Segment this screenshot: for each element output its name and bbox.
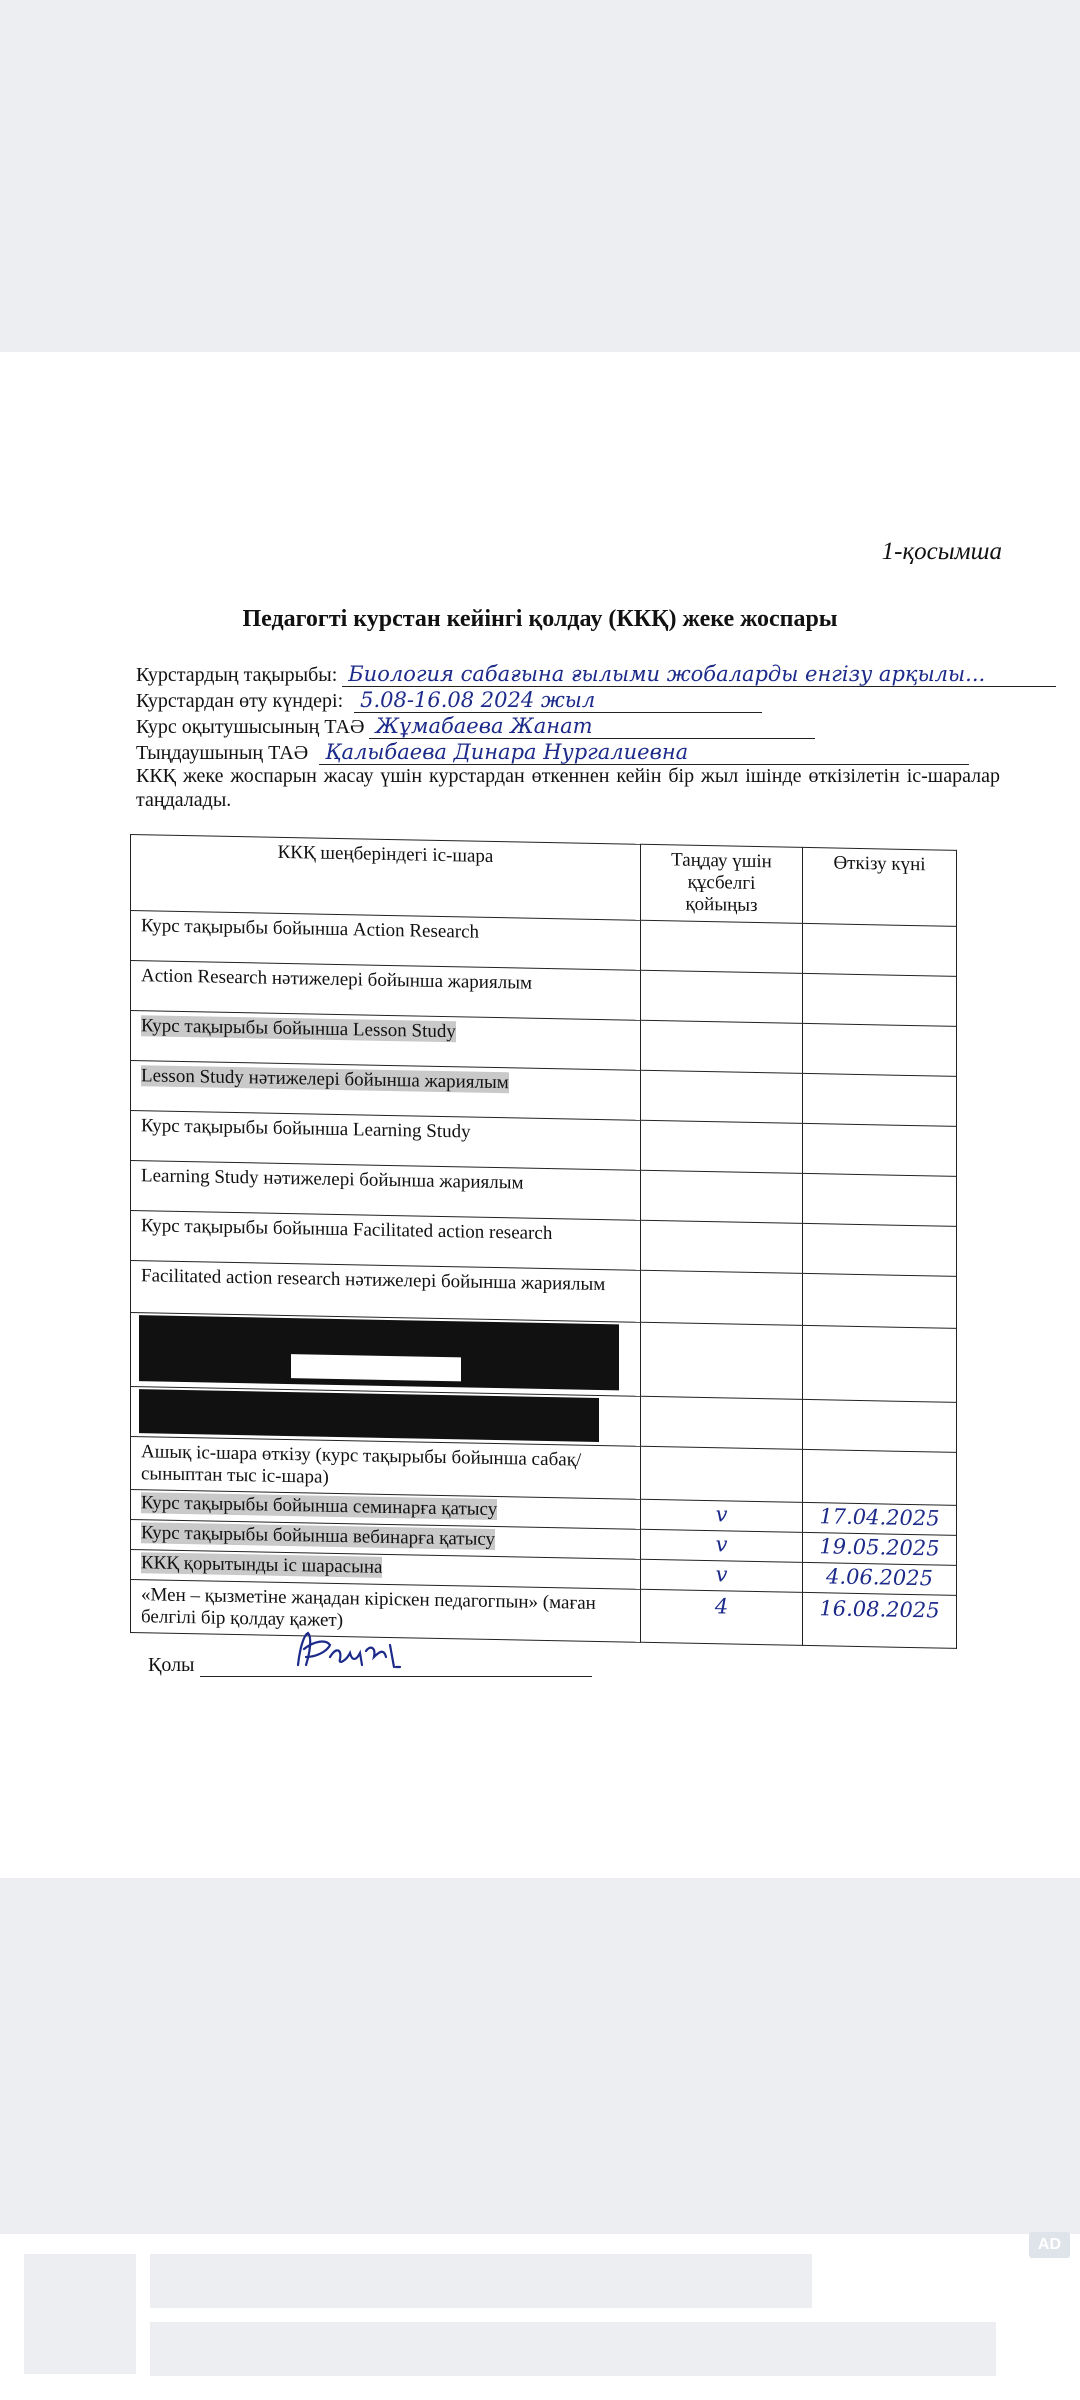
date-cell <box>803 1449 957 1505</box>
document-title: Педагогті курстан кейінгі қолдау (ККҚ) жеке жоспары <box>242 606 838 632</box>
ad-card[interactable] <box>0 2234 1080 2400</box>
activity-cell: Action Research нәтижелері бойынша жариялым <box>131 961 641 1021</box>
field-listener-name: Тыңдаушының ТАӘ Қалыбаева Динара Нургалиевна <box>136 740 969 765</box>
activity-cell: Курс тақырыбы бойынша Learning Study <box>131 1111 641 1171</box>
date-cell: 19.05.2025 <box>803 1532 957 1565</box>
redaction-block <box>139 1389 599 1442</box>
handwritten-course-topic: Биология сабағына ғылыми жобаларды енгізу арқылы... <box>342 662 1056 687</box>
handwritten-signature <box>290 1627 420 1673</box>
handwritten-instructor-name: Жұмабаева Жанат <box>369 714 815 739</box>
date-cell <box>803 1123 957 1176</box>
field-course-topic: Курстардың тақырыбы: Биология сабағына ғылыми жобаларды енгізу арқылы... <box>136 662 1056 687</box>
date-cell <box>803 1223 957 1276</box>
check-cell <box>641 1170 803 1223</box>
date-cell <box>803 1325 957 1402</box>
date-cell <box>803 1023 957 1076</box>
check-cell <box>641 920 803 973</box>
redacted-cell <box>131 1313 641 1397</box>
field-instructor-name: Курс оқытушысының ТАӘ Жұмабаева Жанат <box>136 714 815 739</box>
check-mark: v <box>641 1529 803 1562</box>
date-cell <box>803 973 957 1026</box>
handwritten-listener-name: Қалыбаева Динара Нургалиевна <box>319 740 969 765</box>
redaction-mask <box>291 1354 461 1381</box>
activity-cell: Курс тақырыбы бойынша Facilitated action research <box>131 1211 641 1271</box>
ad-subtitle-placeholder <box>150 2322 996 2376</box>
handwritten-course-dates: 5.08-16.08 2024 жыл <box>354 688 762 713</box>
date-cell: 16.08.2025 <box>803 1592 957 1648</box>
check-cell <box>641 1070 803 1123</box>
check-cell <box>641 970 803 1023</box>
activity-cell: Ашық іс-шара өткізу (курс тақырыбы бойынша сабақ/ сыныптан тыс іс-шара) <box>131 1437 641 1500</box>
date-cell: 17.04.2025 <box>803 1502 957 1535</box>
date-cell <box>803 1273 957 1328</box>
check-cell <box>641 1270 803 1325</box>
annex-label: 1-қосымша <box>881 538 1002 565</box>
activity-table <box>130 834 957 1649</box>
check-cell <box>641 1020 803 1073</box>
table-row-redacted <box>131 1313 957 1403</box>
ad-title-placeholder <box>150 2254 812 2308</box>
activity-cell: «Мен – қызметіне жаңадан кіріскен педагогпын» (маған белгілі бір қолдау қажет) <box>131 1580 641 1643</box>
ad-badge: AD <box>1029 2232 1070 2258</box>
highlighted-text: Lesson Study нәтижелері бойынша жариялым <box>141 1065 509 1094</box>
activity-cell: Facilitated action research нәтижелері бойынша жариялым <box>131 1261 641 1323</box>
field-course-dates: Курстардан өту күндері: 5.08-16.08 2024 жыл <box>136 688 762 713</box>
date-cell <box>803 1399 957 1452</box>
date-cell <box>803 1073 957 1126</box>
document-image[interactable] <box>0 352 1080 1878</box>
header-check: Таңдау үшін құсбелгі қойыңыз <box>641 844 803 923</box>
signature-row <box>148 1654 592 1677</box>
check-cell <box>641 1322 803 1399</box>
bottom-placeholder-area <box>0 1878 1080 2234</box>
check-cell <box>641 1446 803 1502</box>
check-mark: v <box>641 1499 803 1532</box>
header-activity: ККҚ шеңберіндегі іс-шара <box>131 835 641 921</box>
highlighted-text: Курс тақырыбы бойынша семинарға қатысу <box>141 1492 498 1521</box>
check-cell <box>641 1120 803 1173</box>
signature-line <box>200 1657 592 1677</box>
check-cell <box>641 1220 803 1273</box>
header-date: Өткізу күні <box>803 847 957 926</box>
date-cell: 4.06.2025 <box>803 1562 957 1595</box>
check-mark: 4 <box>641 1589 803 1645</box>
date-cell <box>803 923 957 976</box>
highlighted-text: ККҚ қорытынды іс шарасына <box>141 1552 383 1578</box>
ad-thumbnail-placeholder <box>24 2254 136 2374</box>
check-cell <box>641 1396 803 1449</box>
intro-paragraph: ККҚ жеке жоспарын жасау үшін курстардан өткеннен кейін бір жыл ішінде өткізілетін іс-шаралар таңдалады. <box>136 765 1000 811</box>
activity-cell: Learning Study нәтижелері бойынша жариялым <box>131 1161 641 1221</box>
signature-label: Қолы <box>148 1654 195 1676</box>
check-mark: v <box>641 1559 803 1592</box>
top-placeholder-area <box>0 0 1080 352</box>
highlighted-text: Курс тақырыбы бойынша Lesson Study <box>141 1015 456 1043</box>
activity-cell: Курс тақырыбы бойынша Action Research <box>131 911 641 971</box>
date-cell <box>803 1173 957 1226</box>
highlighted-text: Курс тақырыбы бойынша вебинарға қатысу <box>141 1522 496 1551</box>
